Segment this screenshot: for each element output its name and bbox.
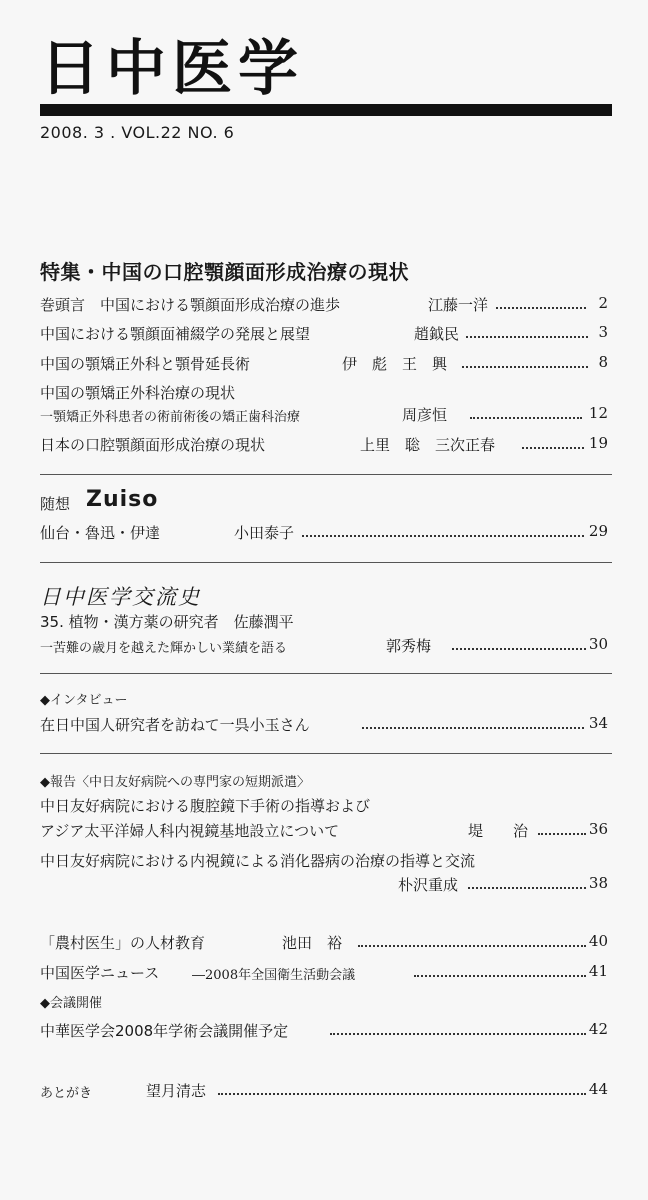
- dot-leader: [218, 1092, 586, 1095]
- feature-title: 特集・中国の口腔顎顔面形成治療の現状: [40, 260, 409, 284]
- entry-title: 中日友好病院における内視鏡による消化器病の治療の指導と交流: [40, 852, 476, 870]
- entry-title-suffix: ―2008年全国衛生活動会議: [192, 968, 356, 983]
- dot-leader: [362, 726, 584, 729]
- entry-title: 中国における顎顔面補綴学の発展と展望: [40, 325, 311, 343]
- entry-page: 40: [588, 932, 608, 950]
- afterword-label: あとがき: [40, 1086, 93, 1101]
- entry-page: 42: [588, 1020, 608, 1038]
- dot-leader: [462, 365, 588, 368]
- dot-leader: [466, 335, 588, 338]
- section-divider: [40, 673, 612, 674]
- entry-title: 在日中国人研究者を訪ねて一呉小玉さん: [40, 716, 310, 734]
- entry-page: 3: [598, 323, 608, 341]
- masthead-rule: [40, 104, 612, 116]
- dot-leader: [414, 974, 586, 977]
- zuiso-label: 随想: [40, 495, 71, 513]
- dot-leader: [302, 534, 584, 537]
- entry-page: 36: [588, 820, 608, 838]
- entry-page: 30: [588, 635, 608, 653]
- entry-author: 堤 治: [468, 822, 529, 840]
- section-divider: [40, 562, 612, 563]
- entry-page: 29: [588, 522, 608, 540]
- entry-title: 日本の口腔顎顔面形成治療の現状: [40, 436, 266, 454]
- entry-title: 中国の顎矯正外科治療の現状: [40, 384, 236, 402]
- entry-subtitle: 一苦難の歳月を越えた輝かしい業績を語る: [40, 641, 288, 656]
- entry-author: 上里 聡 三次正春: [360, 436, 496, 454]
- entry-page: 34: [588, 714, 608, 732]
- entry-page: 41: [588, 962, 608, 980]
- dot-leader: [470, 416, 582, 419]
- conference-label: ◆会議開催: [40, 996, 102, 1011]
- entry-subtitle: 一顎矯正外科患者の術前術後の矯正歯科治療: [40, 410, 301, 425]
- section-divider: [40, 753, 612, 754]
- journal-title: 日中医学: [40, 34, 304, 104]
- entry-page: 38: [588, 874, 608, 892]
- dot-leader: [330, 1032, 586, 1035]
- entry-author: 周彦恒: [402, 406, 448, 424]
- entry-page: 8: [598, 353, 608, 371]
- section-divider: [40, 474, 612, 475]
- entry-page: 19: [588, 434, 608, 452]
- entry-title: 中国の顎矯正外科と顎骨延長術: [40, 355, 251, 373]
- entry-title: 中日友好病院における腹腔鏡下手術の指導および: [40, 797, 371, 815]
- entry-title: 巻頭言 中国における顎顔面形成治療の進歩: [40, 296, 341, 314]
- dot-leader: [496, 306, 586, 309]
- entry-author: 池田 裕: [282, 934, 343, 952]
- dot-leader: [468, 886, 586, 889]
- entry-author: 郭秀梅: [386, 637, 432, 655]
- entry-author: 趙鉞民: [414, 325, 460, 343]
- entry-title: 「農村医生」の人材教育: [40, 934, 206, 952]
- zuiso-brand: Zuiso: [86, 487, 159, 512]
- entry-author: 朴沢重成: [398, 876, 459, 894]
- interview-label: ◆インタビュー: [40, 693, 128, 708]
- dot-leader: [452, 647, 586, 650]
- entry-title: 中国医学ニュース: [40, 964, 160, 982]
- history-heading: 日中医学交流史: [40, 585, 201, 609]
- issue-info: 2008. 3 . VOL.22 NO. 6: [40, 123, 235, 142]
- entry-page: 2: [598, 294, 608, 312]
- dot-leader: [358, 944, 586, 947]
- entry-author: 伊 彪 王 興: [342, 355, 448, 373]
- entry-page: 44: [588, 1080, 608, 1098]
- entry-title: 35. 植物・漢方薬の研究者 佐藤潤平: [40, 613, 294, 631]
- report-label: ◆報告〈中日友好病院への専門家の短期派遣〉: [40, 775, 310, 790]
- entry-author: 小田泰子: [234, 524, 295, 542]
- entry-title: 中華医学会2008年学術会議開催予定: [40, 1022, 289, 1040]
- entry-title-cont: アジア太平洋婦人科内視鏡基地設立について: [40, 822, 340, 840]
- entry-title: 仙台・魯迅・伊達: [40, 524, 161, 542]
- dot-leader: [522, 446, 584, 449]
- entry-author: 江藤一洋: [428, 296, 489, 314]
- dot-leader: [538, 832, 586, 835]
- entry-page: 12: [588, 404, 608, 422]
- entry-author: 望月清志: [146, 1082, 207, 1100]
